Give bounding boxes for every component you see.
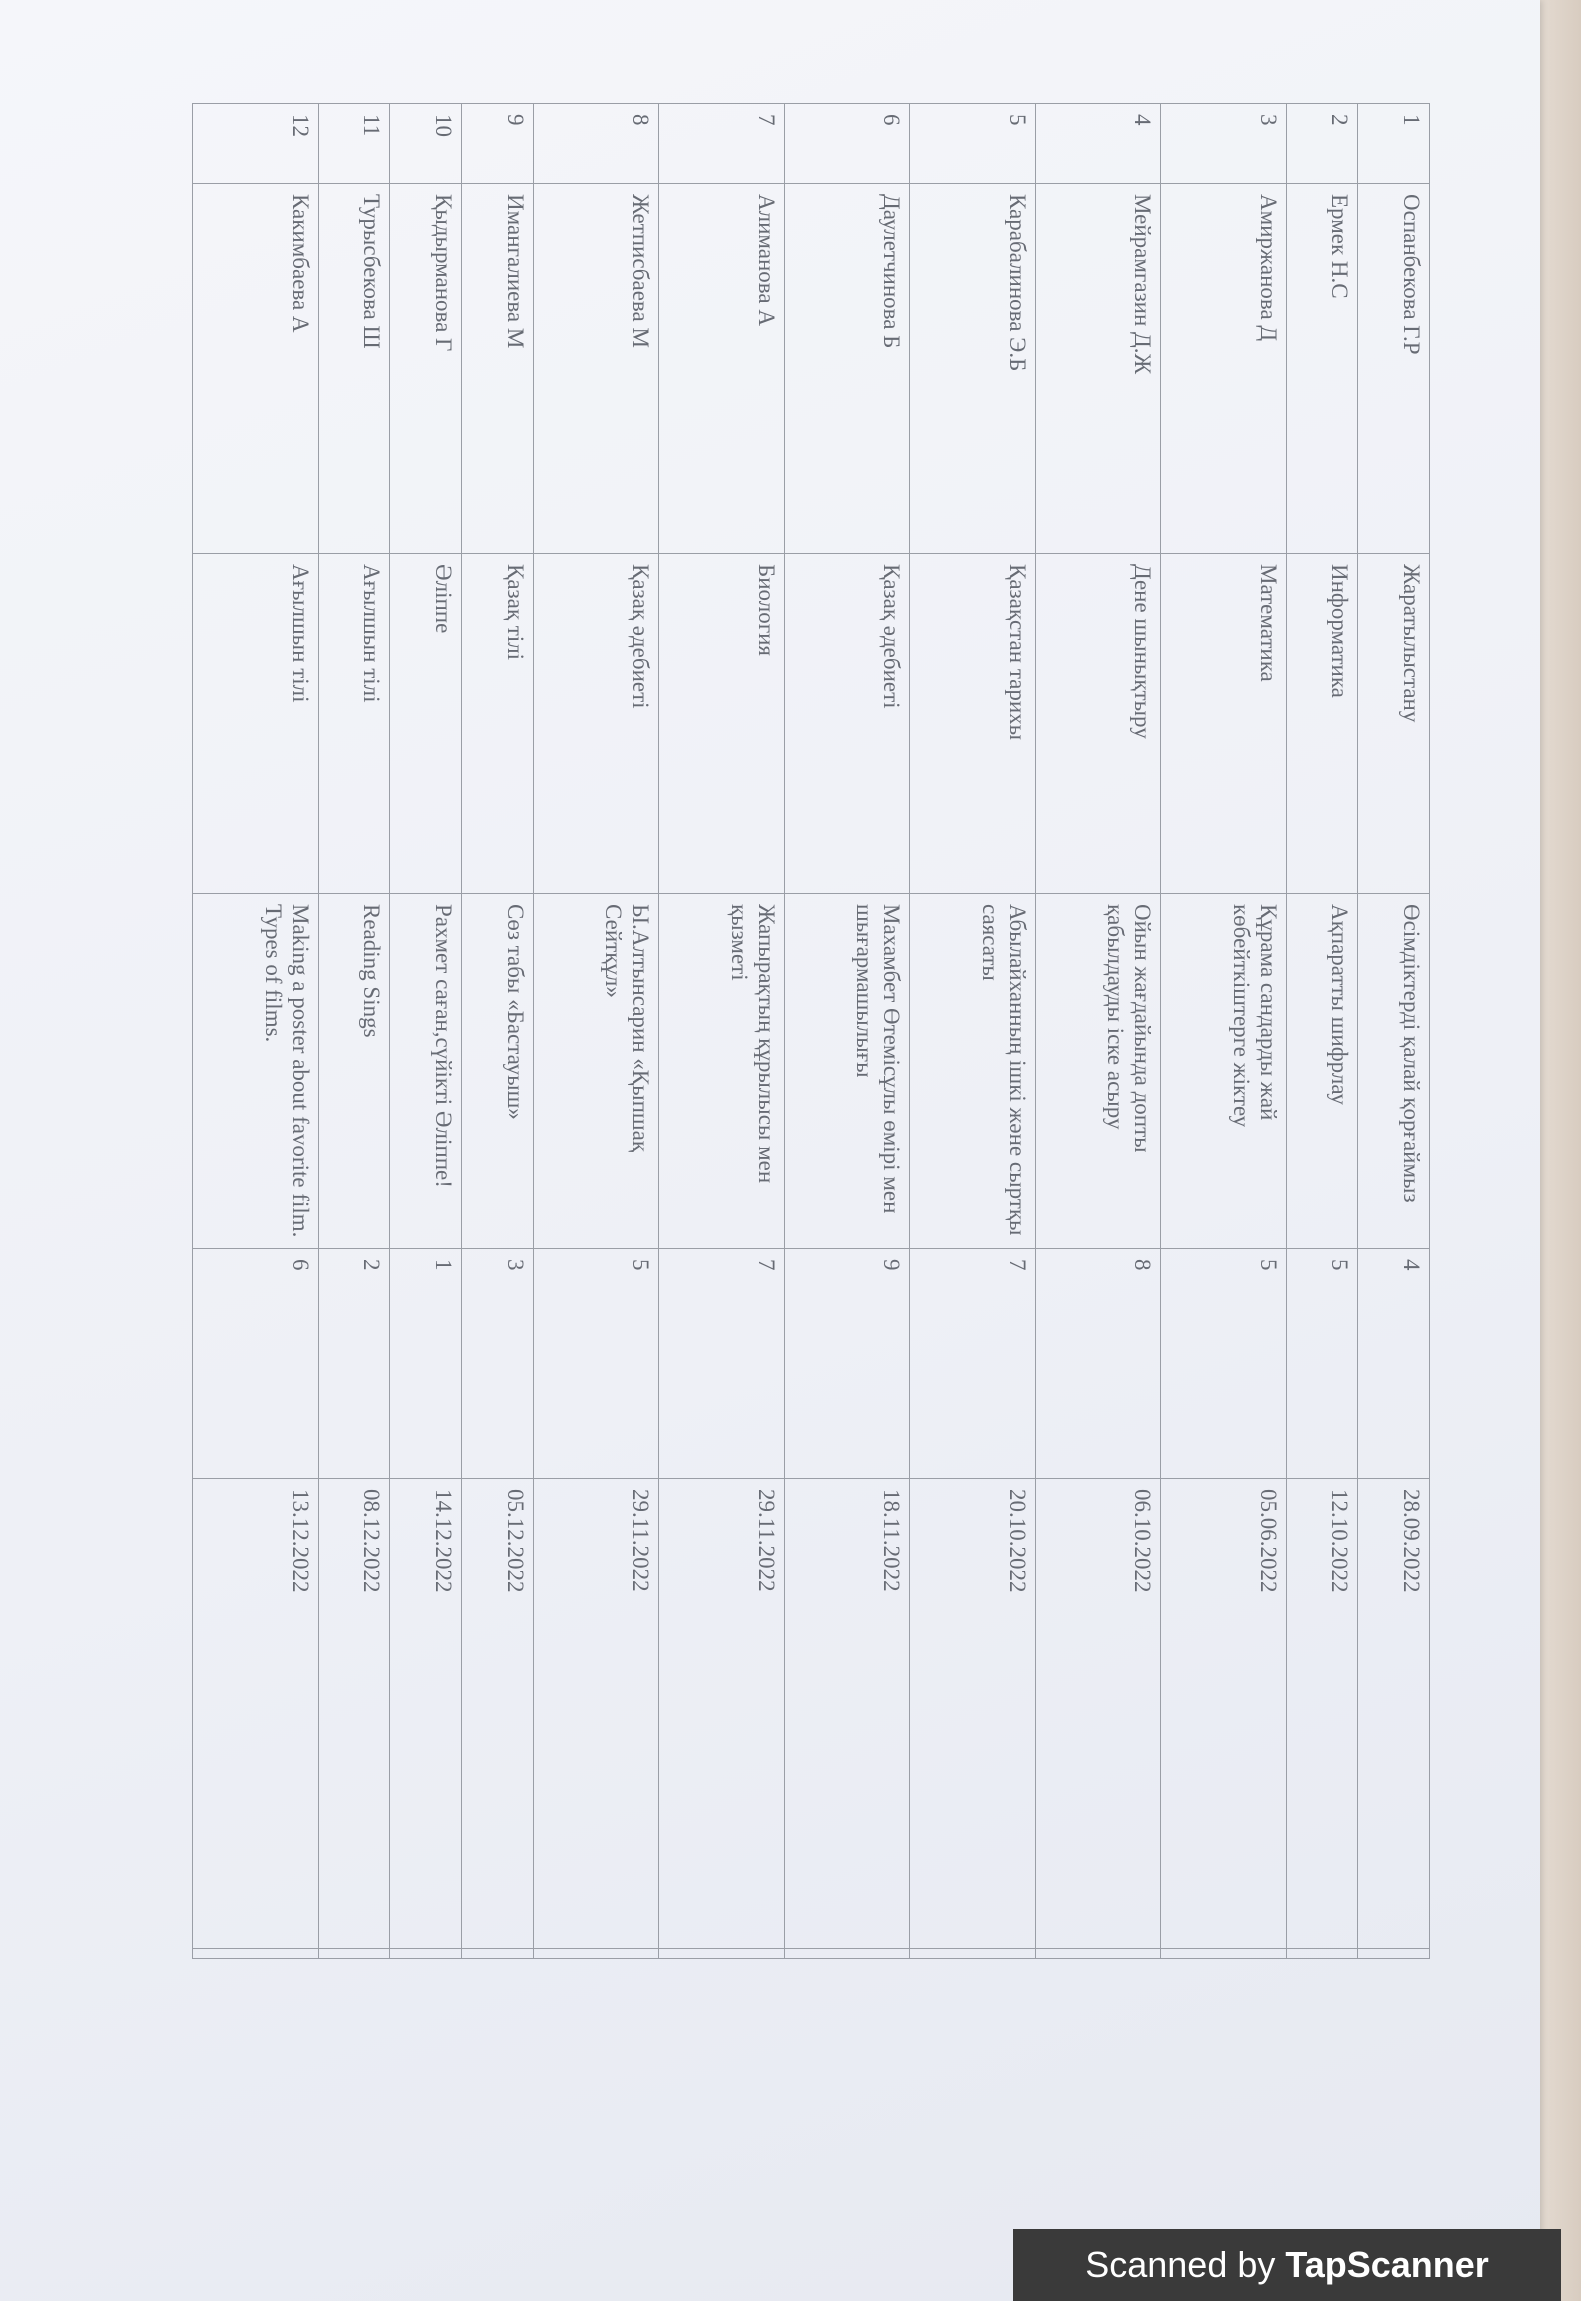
lessons-table: [192, 103, 1430, 1959]
cell-teacher-name: Мейрамгазин Д.Ж: [1035, 184, 1161, 554]
cell-topic: Reading Sings: [318, 894, 390, 1249]
cell-teacher-name: Карабалинова Э.Б: [910, 184, 1036, 554]
table-row: [659, 104, 785, 1959]
table-row: [193, 104, 319, 1959]
table-row: [318, 104, 390, 1959]
cell-empty: [1035, 1949, 1161, 1959]
cell-subject: Қазақстан тарихы: [910, 554, 1036, 894]
cell-number: 5: [910, 104, 1036, 184]
cell-teacher-name: Даулетчинова Б: [784, 184, 910, 554]
cell-empty: [193, 1949, 319, 1959]
cell-subject: Әліппе: [390, 554, 462, 894]
cell-empty: [910, 1949, 1036, 1959]
table-row: [533, 104, 659, 1959]
cell-subject: Қазақ әдебиеті: [784, 554, 910, 894]
cell-number: 6: [784, 104, 910, 184]
cell-subject: Дене шынықтыру: [1035, 554, 1161, 894]
cell-subject: Информатика: [1286, 554, 1358, 894]
cell-topic: Making a poster about favorite film. Types of films.: [193, 894, 319, 1249]
cell-subject: Қазақ әдебиеті: [533, 554, 659, 894]
table-row: [1035, 104, 1161, 1959]
cell-class: 7: [910, 1249, 1036, 1479]
cell-class: 7: [659, 1249, 785, 1479]
cell-date: 29.11.2022: [533, 1479, 659, 1949]
cell-number: 11: [318, 104, 390, 184]
cell-empty: [1161, 1949, 1287, 1959]
cell-date: 14.12.2022: [390, 1479, 462, 1949]
cell-subject: Ағылшын тілі: [318, 554, 390, 894]
cell-date: 05.06.2022: [1161, 1479, 1287, 1949]
cell-number: 4: [1035, 104, 1161, 184]
cell-teacher-name: Оспанбекова Г.Р: [1358, 184, 1430, 554]
cell-class: 9: [784, 1249, 910, 1479]
cell-date: 28.09.2022: [1358, 1479, 1430, 1949]
cell-topic: Сөз табы «Бастауыш»: [461, 894, 533, 1249]
cell-teacher-name: Амиржанова Д: [1161, 184, 1287, 554]
cell-topic: Өсімдіктерді қалай қорғаймыз: [1358, 894, 1430, 1249]
cell-date: 06.10.2022: [1035, 1479, 1161, 1949]
cell-number: 1: [1358, 104, 1430, 184]
cell-topic: Абылайханның ішкі және сыртқы саясаты: [910, 894, 1036, 1249]
cell-class: 4: [1358, 1249, 1430, 1479]
tapscanner-watermark: [1013, 2229, 1561, 2301]
cell-topic: Рахмет саған,сүйікті Әліппе!: [390, 894, 462, 1249]
cell-empty: [784, 1949, 910, 1959]
cell-subject: Қазақ тілі: [461, 554, 533, 894]
cell-class: 5: [533, 1249, 659, 1479]
cell-empty: [390, 1949, 462, 1959]
cell-number: 7: [659, 104, 785, 184]
cell-topic: Ойын жағдайында допты қабылдауды іске асыру: [1035, 894, 1161, 1249]
cell-teacher-name: Алиманова А: [659, 184, 785, 554]
cell-number: 3: [1161, 104, 1287, 184]
cell-empty: [1358, 1949, 1430, 1959]
watermark-brand: TapScanner: [1285, 2244, 1489, 2285]
table-row: [461, 104, 533, 1959]
cell-number: 12: [193, 104, 319, 184]
cell-number: 8: [533, 104, 659, 184]
cell-subject: Математика: [1161, 554, 1287, 894]
cell-date: 18.11.2022: [784, 1479, 910, 1949]
cell-empty: [318, 1949, 390, 1959]
cell-number: 9: [461, 104, 533, 184]
table-row: [390, 104, 462, 1959]
cell-class: 6: [193, 1249, 319, 1479]
cell-empty: [461, 1949, 533, 1959]
cell-topic: Жапырақтың құрылысы мен қызметі: [659, 894, 785, 1249]
cell-topic: Ы.Алтынсарин «Қыпшақ Сейтқұл»: [533, 894, 659, 1249]
cell-subject: Жаратылыстану: [1358, 554, 1430, 894]
cell-date: 13.12.2022: [193, 1479, 319, 1949]
cell-number: 10: [390, 104, 462, 184]
cell-teacher-name: Ермек Н.С: [1286, 184, 1358, 554]
cell-subject: Биология: [659, 554, 785, 894]
cell-teacher-name: Жетписбаева М: [533, 184, 659, 554]
cell-date: 29.11.2022: [659, 1479, 785, 1949]
table-row: [1358, 104, 1430, 1959]
cell-class: 8: [1035, 1249, 1161, 1479]
cell-empty: [659, 1949, 785, 1959]
cell-date: 20.10.2022: [910, 1479, 1036, 1949]
cell-class: 2: [318, 1249, 390, 1479]
cell-teacher-name: Турысбекова Ш: [318, 184, 390, 554]
cell-topic: Ақпаратты шифрлау: [1286, 894, 1358, 1249]
cell-date: 05.12.2022: [461, 1479, 533, 1949]
cell-topic: Махамбет Өтемісұлы өмірі мен шығармашылығы: [784, 894, 910, 1249]
cell-topic: Құрама сандарды жай көбейткіштерге жіктеу: [1161, 894, 1287, 1249]
cell-class: 3: [461, 1249, 533, 1479]
cell-teacher-name: Имангалиева М: [461, 184, 533, 554]
rotated-table-wrapper: [192, 103, 1430, 1958]
cell-class: 5: [1286, 1249, 1358, 1479]
cell-class: 1: [390, 1249, 462, 1479]
cell-number: 2: [1286, 104, 1358, 184]
cell-teacher-name: Какимбаева А: [193, 184, 319, 554]
cell-empty: [533, 1949, 659, 1959]
table-row: [1161, 104, 1287, 1959]
table-row: [1286, 104, 1358, 1959]
table-row: [784, 104, 910, 1959]
watermark-prefix: Scanned by: [1085, 2244, 1286, 2285]
cell-subject: Ағылшын тілі: [193, 554, 319, 894]
cell-empty: [1286, 1949, 1358, 1959]
cell-class: 5: [1161, 1249, 1287, 1479]
cell-teacher-name: Қыдырманова Г: [390, 184, 462, 554]
cell-date: 08.12.2022: [318, 1479, 390, 1949]
cell-date: 12.10.2022: [1286, 1479, 1358, 1949]
table-row: [910, 104, 1036, 1959]
